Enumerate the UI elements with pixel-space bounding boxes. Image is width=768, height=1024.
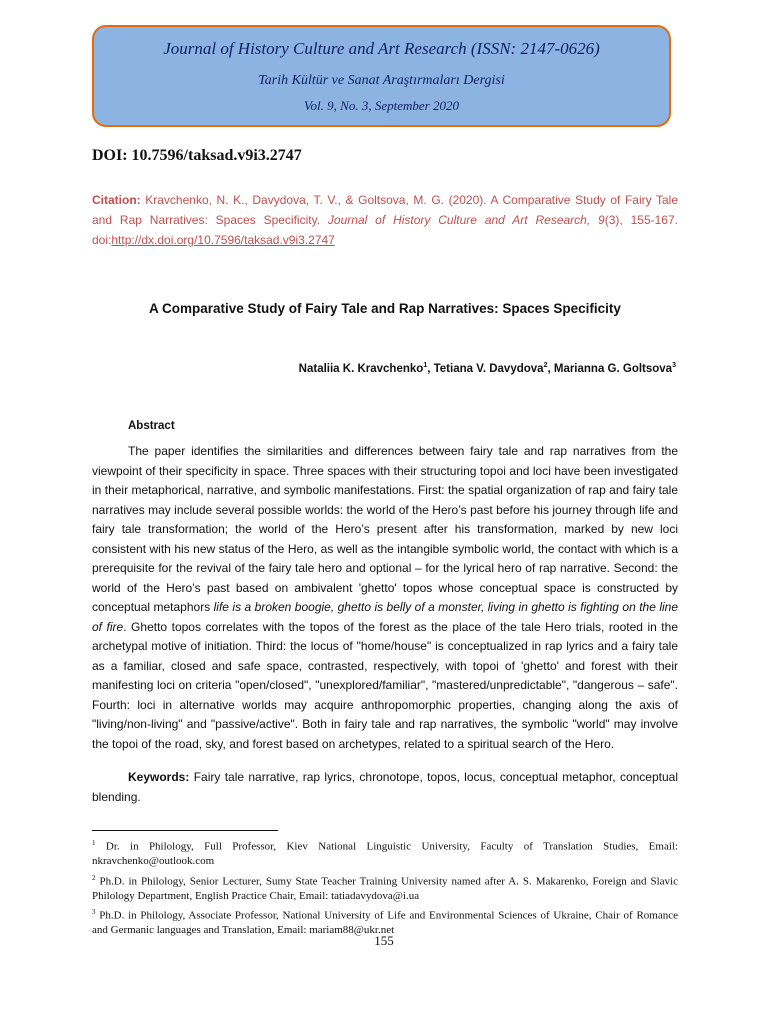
footnote-text: Ph.D. in Philology, Associate Professor, National University of Life and Environmental Sciences of Ukraine, Chair of Romance and Germanic languages and Translation, Email: mariam88@ukr.net xyxy=(92,909,678,937)
paper-title: A Comparative Study of Fairy Tale and Rap Narratives: Spaces Specificity xyxy=(149,301,621,316)
footnote-mark: 3 xyxy=(92,908,96,917)
abstract-text xyxy=(92,442,678,754)
journal-title: Journal of History Culture and Art Research (ISSN: 2147-0626) xyxy=(163,39,600,58)
abstract-heading: Abstract xyxy=(128,420,175,432)
author-name: Tetiana V. Davydova xyxy=(433,362,544,375)
citation-label: Citation: xyxy=(92,193,141,207)
citation-authors: Kravchenko, N. K., Davydova, T. V., & Goltsova, M. G. (2020). A Comparative Study of Fairy Tale and Rap Narratives: Spaces Specificity. xyxy=(92,193,678,227)
author-mark: 3 xyxy=(672,362,676,369)
journal-header-box xyxy=(92,25,671,127)
citation xyxy=(92,190,678,250)
journal-subtitle: Tarih Kültür ve Sanat Araştırmaları Dergisi xyxy=(258,73,505,88)
keywords-text: Fairy tale narrative, rap lyrics, chronotope, topos, locus, conceptual metaphor, conceptual blending. xyxy=(92,770,678,804)
footnote-1 xyxy=(92,836,678,869)
doi: DOI: 10.7596/taksad.v9i3.2747 xyxy=(92,147,302,164)
footnote-text: Dr. in Philology, Full Professor, Kiev National Linguistic University, Faculty of Translation Studies, Email: nkravchenko@outlook.com xyxy=(92,840,678,868)
keywords-label: Keywords: xyxy=(128,770,190,784)
author-name: Nataliia K. Kravchenko xyxy=(298,362,424,375)
abstract-part1: The paper identifies the similarities and differences between fairy tale and rap narratives from the viewpoint of their specificity in space. Three spaces with their structuring topoi and loci have been investigated in their metaphorical, narrative, and symbolic manifestations. First: the spatial organization of rap and fairy tale narratives may include several possible worlds: the world of the Hero’s past before his journey through life and fairy tale transformation; the world of the Hero’s present after his transformation, marked by new loci consistent with his new status of the Hero, as well as the intangible symbolic world, the contact with which is a prerequisite for the revival of the fairy tale hero and optional – for the lyrical hero of rap narrative. Second: the world of the Hero’s past based on ambivalent 'ghetto' topos whose conceptual space is constructed by conceptual metaphors xyxy=(92,444,678,614)
footnote-mark: 2 xyxy=(92,873,96,882)
authors: Nataliia K. Kravchenko$^1$, Tetiana V. Davydova$^2$, Marianna G. Goltsova$^3$ xyxy=(298,362,676,375)
abstract-metaphors: life is a broken boogie, ghetto is belly of a monster, living in ghetto is fighting on the line of fire xyxy=(92,600,679,634)
keywords xyxy=(92,768,678,807)
citation-doi-link[interactable]: http://dx.doi.org/10.7596/taksad.v9i3.2747 xyxy=(111,233,335,247)
footnotes xyxy=(92,836,678,940)
footnote-mark: 1 xyxy=(92,839,96,847)
footnote-text: Ph.D. in Philology, Senior Lecturer, Sumy State Teacher Training University named after A. S. Makarenko, Foreign and Slavic Philology Department, English Practice Chair, Email: tatiadavydova@i.ua xyxy=(92,875,678,902)
journal-volume: Vol. 9, No. 3, September 2020 xyxy=(304,98,459,113)
footnote-2 xyxy=(92,871,678,904)
citation-issue: (3), 155-167. doi: xyxy=(92,213,678,247)
author-name: Marianna G. Goltsova xyxy=(553,362,673,375)
author-mark: 2 xyxy=(543,362,548,369)
author-mark: 1 xyxy=(423,362,428,369)
page-number: 155 xyxy=(374,933,394,948)
abstract-part2: . Ghetto topos correlates with the topos of the forest as the place of the tale Hero trials, rooted in the archetypal motive of initiation. Third: the locus of "home/house" is conceptualized in rap lyrics and a fairy tale as a familiar, closed and safe space, contrasted, respectively, with topoi of 'ghetto' and forest with their manifesting loci on criteria "open/closed", "unexplored/familiar", "mastered/unpredictable", "dangerous – safe". Fourth: loci in alternative worlds may acquire anthropomorphic properties, changing along the axis of "living/non-living" and "passive/active". Both in fairy tale and rap narratives, the symbolic "world" may involve the topoi of the road, sky, and forest based on archetypes, related to a spiritual search of the Hero. xyxy=(92,619,678,751)
citation-journal: Journal of History Culture and Art Research, 9 xyxy=(327,213,605,227)
footnote-rule xyxy=(92,830,278,831)
